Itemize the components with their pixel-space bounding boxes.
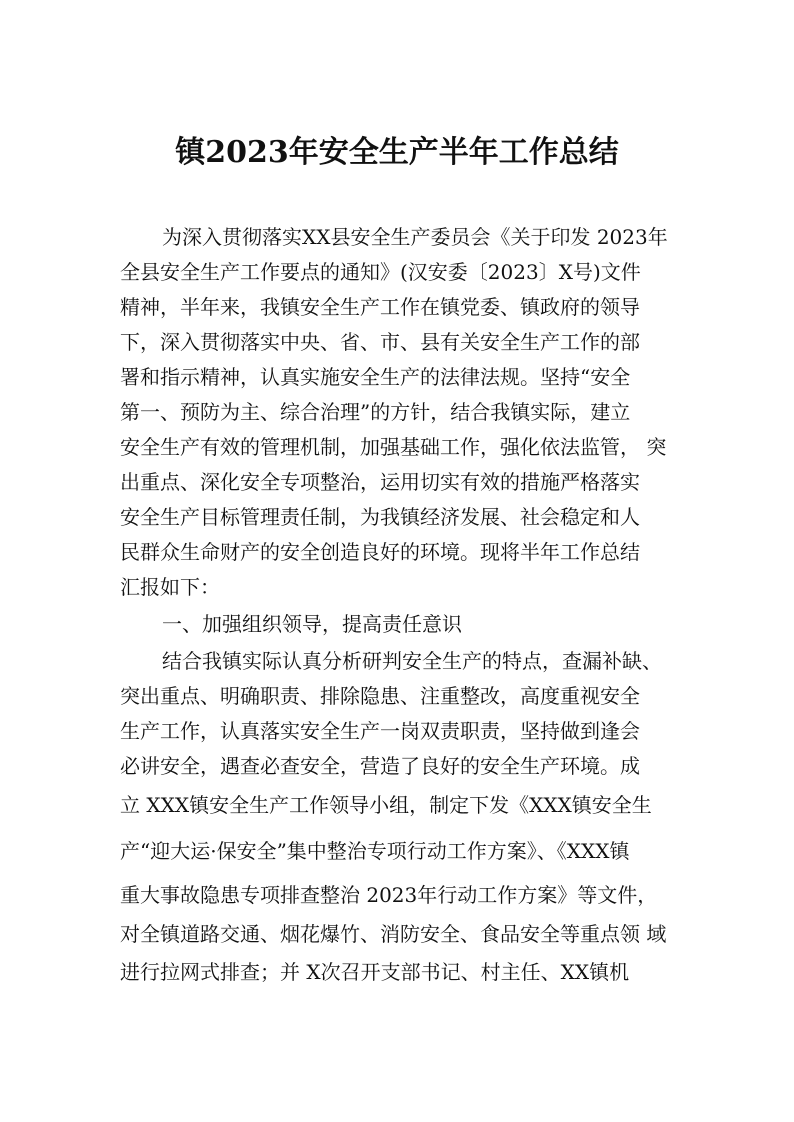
section-heading: 一、加强组织领导，提高责任意识 [162,612,462,636]
paragraph-line: 重大事故隐患专项排查整治 2023年行动工作方案》等文件， [120,883,658,907]
paragraph-line: 第一、预防为主、综合治理”的方针，结合我镇实际，建立 [120,400,631,424]
paragraph-line: 民群众生命财产的安全创造良好的环境。现将半年工作总结 [120,540,640,564]
paragraph-line: 结合我镇实际认真分析研判安全生产的特点，查漏补缺、 [162,649,662,673]
document-title: 镇2023年安全生产半年工作总结 [175,135,619,170]
paragraph-line: 立 XXX镇安全生产工作领导小组，制定下发《XXX镇安全生 [120,793,652,817]
paragraph-line: 汇报如下： [120,575,220,599]
paragraph-line: 署和指示精神，认真实施安全生产的法律法规。坚持“安全 [120,365,631,389]
paragraph-line: 安全生产目标管理责任制，为我镇经济发展、社会稳定和人 [120,505,640,529]
paragraph-line: 进行拉网式排查；并 X次召开支部书记、村主任、XX镇机 [120,960,630,984]
paragraph-line: 突出重点、明确职责、排除隐患、注重整改，高度重视安全 [120,684,640,708]
paragraph-line: 生产工作，认真落实安全生产一岗双责职责，坚持做到逢会 [120,719,640,743]
paragraph-line: 出重点、深化安全专项整治，运用切实有效的措施严格落实 [120,470,640,494]
paragraph-line: 下，深入贯彻落实中央、省、市、县有关安全生产工作的部 [120,330,640,354]
paragraph-line: 产“迎大运·保安全”集中整治专项行动工作方案》、《XXX镇 [120,839,630,863]
paragraph-line: 必讲安全，遇查必查安全，营造了良好的安全生产环境。成 [120,754,640,778]
paragraph-line: 全县安全生产工作要点的通知》(汉安委〔2023〕X号)文件 [120,260,641,284]
paragraph-line: 为深入贯彻落实XX县安全生产委员会《关于印发 2023年 [162,225,668,249]
paragraph-line: 安全生产有效的管理机制，加强基础工作，强化依法监管， 突 [120,435,667,459]
paragraph-line: 精神，半年来，我镇安全生产工作在镇党委、镇政府的领导 [120,295,640,319]
paragraph-line: 对全镇道路交通、烟花爆竹、消防安全、食品安全等重点领 域 [120,922,667,946]
